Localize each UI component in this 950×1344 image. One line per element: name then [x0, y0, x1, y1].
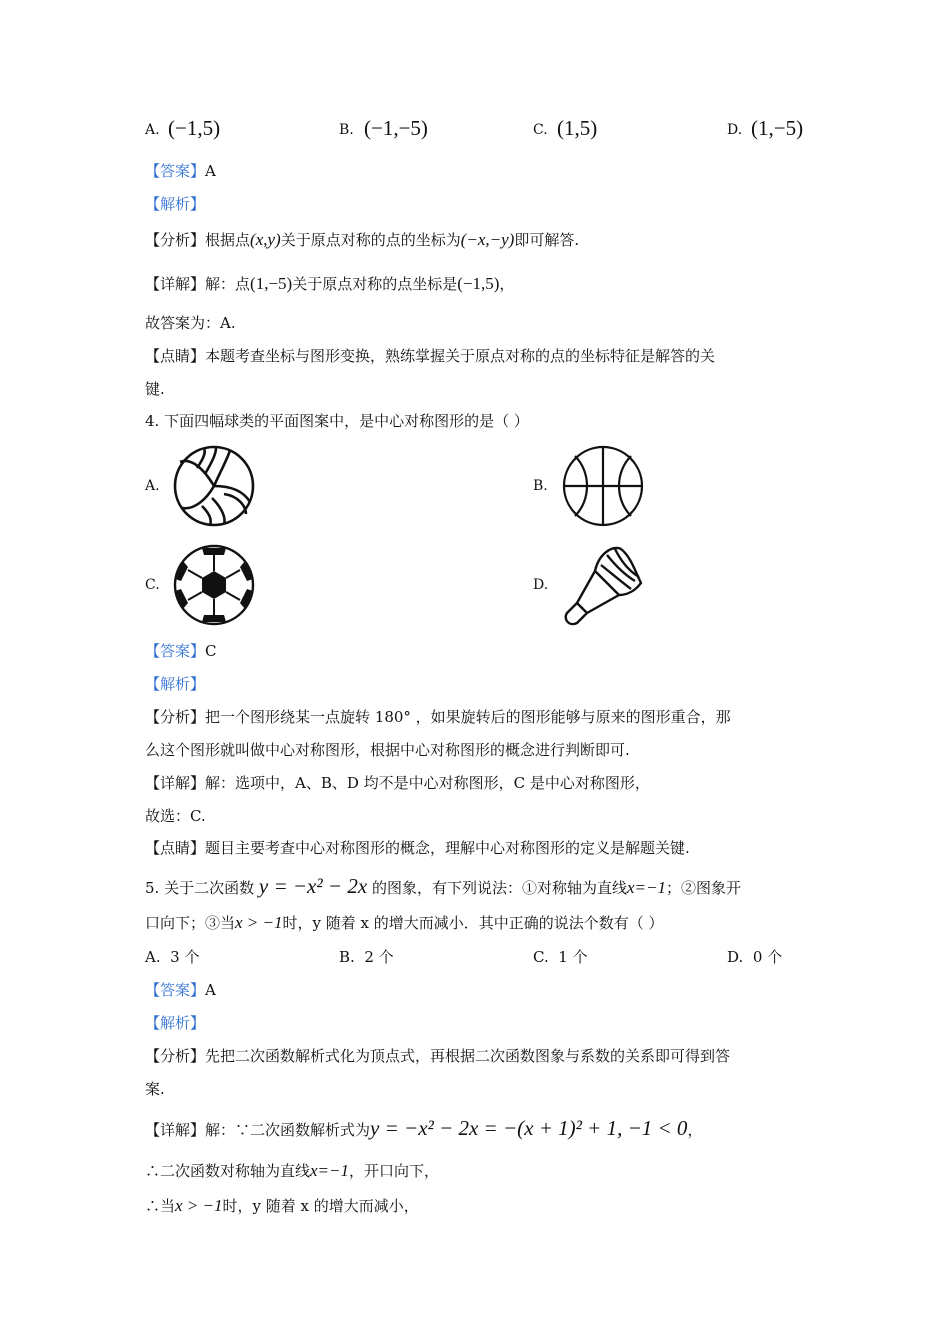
point-1-neg5: (1,−5): [250, 274, 293, 293]
option-value: 1 个: [558, 948, 588, 966]
point-neg-xy-text: (−x,−y): [460, 230, 515, 249]
q5-question-line-2: [145, 912, 664, 933]
q3-option-b-label: B.: [339, 122, 354, 138]
fenxi-tag: 【分析】: [145, 1047, 206, 1065]
q3-conclusion: 故答案为：A.: [145, 314, 236, 332]
quadratic-function-text: y = −x² − 2x: [258, 874, 368, 898]
detail-text: 解：∵二次函数解析式为: [205, 1121, 371, 1139]
q4-option-d-label: D.: [533, 577, 549, 593]
comment-tag: 【点睛】: [145, 347, 206, 365]
axis-equation: [310, 1161, 349, 1180]
fenxi-tag: 【分析】: [145, 231, 206, 249]
fenxi-text: 关于原点对称的点的坐标为: [280, 231, 461, 249]
axis-equation-text: x=−1: [310, 1161, 350, 1180]
detail-text: 时，y 随着 x 的增大而减小，: [222, 1197, 419, 1215]
q3-option-c-value: (1,5): [557, 116, 598, 140]
detail-text: ∴二次函数对称轴为直线: [145, 1162, 311, 1180]
point-neg-xy: [461, 230, 515, 249]
option-value: 2 个: [364, 948, 394, 966]
q5-question-line-1: [145, 874, 741, 899]
comment-tag: 【点睛】: [145, 839, 206, 857]
q4-option-c-label: C.: [145, 577, 160, 593]
option-value: 3 个: [170, 948, 200, 966]
q3-answer-line: [145, 160, 216, 181]
q5-fenxi-line: [145, 1045, 730, 1066]
question-text: 时，y 随着 x 的增大而减小．其中正确的说法个数有（ ）: [282, 914, 664, 932]
question-text: 5. 关于二次函数: [145, 879, 255, 897]
detail-text: 解：点: [205, 275, 251, 293]
q3-option-c-label: C.: [533, 122, 548, 138]
q5-detail-line-3: [145, 1195, 419, 1216]
q5-detail-line: [145, 1116, 702, 1141]
detail-text: ，: [499, 275, 515, 293]
basketball-icon: [561, 444, 645, 528]
q5-option-d: [727, 946, 782, 967]
q5-detail-line-2: [145, 1160, 439, 1181]
fenxi-text: 把一个图形绕某一点旋转 180° ，如果旋转后的图形能够与原来的图形重合，那: [205, 708, 731, 726]
comment-text: 题目主要考查中心对称图形的概念，理解中心对称图形的定义是解题关键.: [205, 839, 690, 857]
answer-value: C: [205, 642, 217, 660]
q3-analysis-tag: 【解析】: [145, 195, 206, 213]
q3-option-d-value: (1,−5): [751, 116, 804, 140]
condition-text: x > −1: [175, 1196, 223, 1215]
q3-option-a-value: (−1,5): [168, 116, 221, 140]
fenxi-tag: 【分析】: [145, 708, 206, 726]
q4-answer-line: [145, 640, 217, 661]
q4-option-b-label: B.: [533, 478, 548, 494]
quadratic-function: [259, 874, 367, 898]
q4-conclusion: 故选：C.: [145, 807, 206, 825]
detail-text: 关于原点对称的点坐标是: [292, 275, 458, 293]
axis-equation: [627, 878, 666, 897]
fenxi-text: 先把二次函数解析式化为顶点式，再根据二次函数图象与系数的关系即可得到答: [205, 1047, 731, 1065]
q4-comment-line: [145, 837, 690, 858]
soccer-ball-icon: [172, 543, 256, 627]
q3-option-a-label: A.: [145, 122, 160, 138]
option-value: 0 个: [752, 948, 783, 966]
option-label: A.: [145, 948, 161, 966]
q3-detail-line: [145, 273, 514, 294]
detail-text: ，: [687, 1121, 703, 1139]
q3-comment-line-2: 键.: [145, 380, 165, 398]
answer-value: A: [205, 981, 216, 999]
detail-tag: 【详解】: [145, 275, 206, 293]
question-text: ；②图象开: [665, 879, 741, 897]
q5-option-b: [339, 946, 394, 967]
condition: [235, 913, 283, 932]
q5-option-a: [145, 946, 199, 967]
condition-text: x > −1: [235, 913, 283, 932]
q4-detail-line: [145, 772, 650, 793]
vertex-form-formula: [370, 1116, 687, 1140]
fenxi-text: 根据点: [205, 231, 251, 249]
answer-tag: 【答案】: [145, 642, 206, 660]
q3-comment-line: [145, 345, 715, 366]
q5-analysis-tag: 【解析】: [145, 1014, 206, 1032]
answer-tag: 【答案】: [145, 981, 206, 999]
option-label: B.: [339, 948, 355, 966]
option-label: C.: [533, 948, 549, 966]
comment-text: 本题考查坐标与图形变换，熟练掌握关于原点对称的点的坐标特征是解答的关: [205, 347, 716, 365]
detail-text: 解：选项中，A、B、D 均不是中心对称图形，C 是中心对称图形，: [205, 774, 650, 792]
point-xy-text: (x,y): [250, 230, 281, 249]
fenxi-text: 即可解答.: [514, 231, 580, 249]
q4-analysis-tag: 【解析】: [145, 675, 206, 693]
q4-option-a-label: A.: [145, 478, 160, 494]
q4-fenxi-line-2: 么这个图形就叫做中心对称图形，根据中心对称图形的概念进行判断即可.: [145, 741, 630, 759]
axis-equation-text: x=−1: [626, 878, 666, 897]
question-text: 的图象，有下列说法：①对称轴为直线: [371, 879, 627, 897]
detail-tag: 【详解】: [145, 774, 206, 792]
shuttlecock-icon: [561, 543, 645, 627]
detail-text: ，开口向下，: [349, 1162, 440, 1180]
question-text: 口向下；③当: [145, 914, 236, 932]
volleyball-icon: [172, 444, 256, 528]
answer-value: A: [205, 162, 216, 180]
condition: [175, 1196, 223, 1215]
point-neg1-5: (−1,5): [457, 274, 500, 293]
answer-tag: 【答案】: [145, 162, 206, 180]
detail-text: ∴当: [145, 1197, 176, 1215]
q5-fenxi-line-2: 案.: [145, 1080, 165, 1098]
q3-option-b-value: (−1,−5): [364, 116, 428, 140]
q4-fenxi-line: [145, 706, 731, 727]
q4-question: 4. 下面四幅球类的平面图案中，是中心对称图形的是（ ）: [145, 412, 529, 430]
q5-option-c: [533, 946, 588, 967]
detail-tag: 【详解】: [145, 1121, 206, 1139]
q3-option-d-label: D.: [727, 122, 743, 138]
option-label: D.: [727, 948, 744, 966]
q5-answer-line: [145, 979, 216, 1000]
q3-fenxi-line: [145, 229, 579, 250]
vertex-form-formula-text: y = −x² − 2x = −(x + 1)² + 1, −1 < 0: [370, 1116, 688, 1140]
point-xy: [250, 230, 281, 249]
